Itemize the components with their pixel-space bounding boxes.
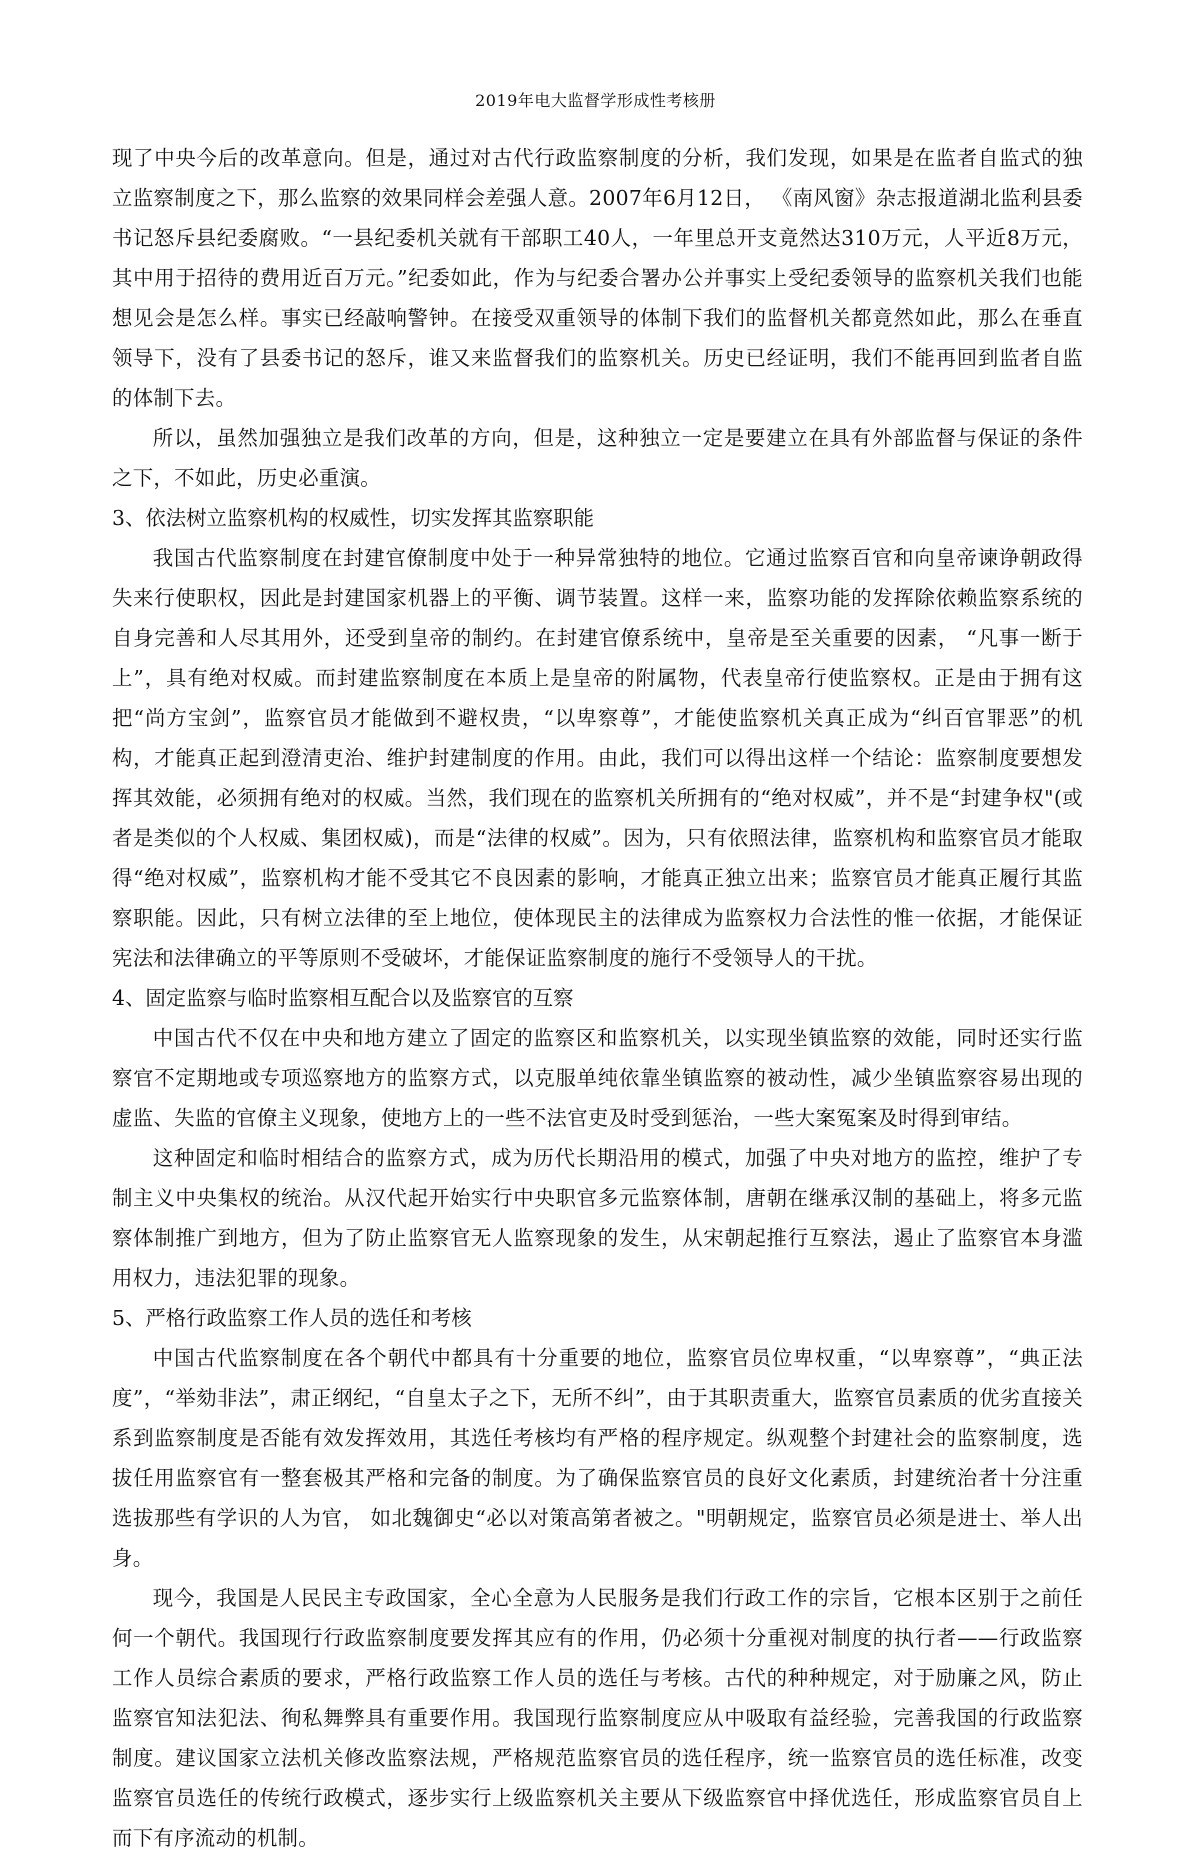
- section-heading-4: 4、固定监察与临时监察相互配合以及监察官的互察: [112, 986, 574, 1010]
- paragraph-3: 我国古代监察制度在封建官僚制度中处于一种异常独特的地位。它通过监察百官和向皇帝谏诤朝政得失来行使职权，因此是封建国家机器上的平衡、调节装置。这样一来，监察功能的发挥除依赖监察系统的自身完善和人尽其用外，还受到皇帝的制约。在封建官僚系统中，皇帝是至关重要的因素， “凡事一断于上”，具有绝对权威。而封建监察制度在本质上是皇帝的附属物，代表皇帝行使监察权。正是由于拥有这把“尚方宝剑”，监察官员才能做到不避权贵，“以卑察尊”，才能使监察机关真正成为“纠百官罪恶”的机构，才能真正起到澄清吏治、维护封建制度的作用。由此，我们可以得出这样一个结论：监察制度要想发挥其效能，必须拥有绝对的权威。当然，我们现在的监察机关所拥有的“绝对权威”，并不是“封建争权"(或者是类似的个人权威、集团权威)，而是“法律的权威”。因为，只有依照法律，监察机构和监察官员才能取得“绝对权威”，监察机构才能不受其它不良因素的影响，才能真正独立出来；监察官员才能真正履行其监察职能。因此，只有树立法律的至上地位，使体现民主的法律成为监察权力合法性的惟一依据，才能保证宪法和法律确立的平等原则不受破坏，才能保证监察制度的施行不受领导人的干扰。: [112, 546, 1083, 970]
- section-heading-5: 5、严格行政监察工作人员的选任和考核: [112, 1306, 472, 1330]
- paragraph-6: 中国古代监察制度在各个朝代中都具有十分重要的地位，监察官员位卑权重，“以卑察尊”，“典正法度”，“举劾非法”，肃正纲纪，“自皇太子之下，无所不纠”，由于其职责重大，监察官员素质的优劣直接关系到监察制度是否能有效发挥效用，其选任考核均有严格的程序规定。纵观整个封建社会的监察制度，选拔任用监察官有一整套极其严格和完备的制度。为了确保监察官员的良好文化素质，封建统治者十分注重选拔那些有学识的人为官， 如北魏御史“必以对策高第者被之。"明朝规定，监察官员必须是进士、举人出身。: [112, 1346, 1083, 1570]
- paragraph-1: 现了中央今后的改革意向。但是，通过对古代行政监察制度的分析，我们发现，如果是在监者自监式的独立监察制度之下，那么监察的效果同样会差强人意。2007年6月12日， 《南风窗》杂志报道湖北监利县委书记怒斥县纪委腐败。“一县纪委机关就有干部职工40人，一年里总开支竟然达310万元，人平近8万元，其中用于招待的费用近百万元。”纪委如此，作为与纪委合署办公并事实上受纪委领导的监察机关我们也能想见会是怎么样。事实已经敲响警钟。在接受双重领导的体制下我们的监督机关都竟然如此，那么在垂直领导下，没有了县委书记的怒斥，谁又来监督我们的监察机关。历史已经证明，我们不能再回到监者自监的体制下去。: [112, 146, 1083, 410]
- section-heading-3: 3、依法树立监察机构的权威性，切实发挥其监察职能: [112, 506, 594, 530]
- paragraph-4: 中国古代不仅在中央和地方建立了固定的监察区和监察机关，以实现坐镇监察的效能，同时还实行监察官不定期地或专项巡察地方的监察方式，以克服单纯依靠坐镇监察的被动性，减少坐镇监察容易出现的虚监、失监的官僚主义现象，使地方上的一些不法官吏及时受到惩治，一些大案冤案及时得到审结。: [112, 1026, 1083, 1130]
- paragraph-5: 这种固定和临时相结合的监察方式，成为历代长期沿用的模式，加强了中央对地方的监控，维护了专制主义中央集权的统治。从汉代起开始实行中央职官多元监察体制，唐朝在继承汉制的基础上，将多元监察体制推广到地方，但为了防止监察官无人监察现象的发生，从宋朝起推行互察法，遏止了监察官本身滥用权力，违法犯罪的现象。: [112, 1146, 1083, 1290]
- paragraph-2: 所以，虽然加强独立是我们改革的方向，但是，这种独立一定是要建立在具有外部监督与保证的条件之下，不如此，历史必重演。: [112, 426, 1083, 490]
- paragraph-7: 现今，我国是人民民主专政国家，全心全意为人民服务是我们行政工作的宗旨，它根本区别于之前任何一个朝代。我国现行行政监察制度要发挥其应有的作用，仍必须十分重视对制度的执行者——行政监察工作人员综合素质的要求，严格行政监察工作人员的选任与考核。古代的种种规定，对于励廉之风，防止监察官知法犯法、徇私舞弊具有重要作用。我国现行监察制度应从中吸取有益经验，完善我国的行政监察制度。建议国家立法机关修改监察法规，严格规范监察官员的选任程序，统一监察官员的选任标准，改变监察官员选任的传统行政模式，逐步实行上级监察机关主要从下级监察官中择优选任，形成监察官员自上而下有序流动的机制。: [112, 1586, 1083, 1850]
- document-body: [112, 138, 1083, 1858]
- page-header: 2019年电大监督学形成性考核册: [475, 91, 716, 110]
